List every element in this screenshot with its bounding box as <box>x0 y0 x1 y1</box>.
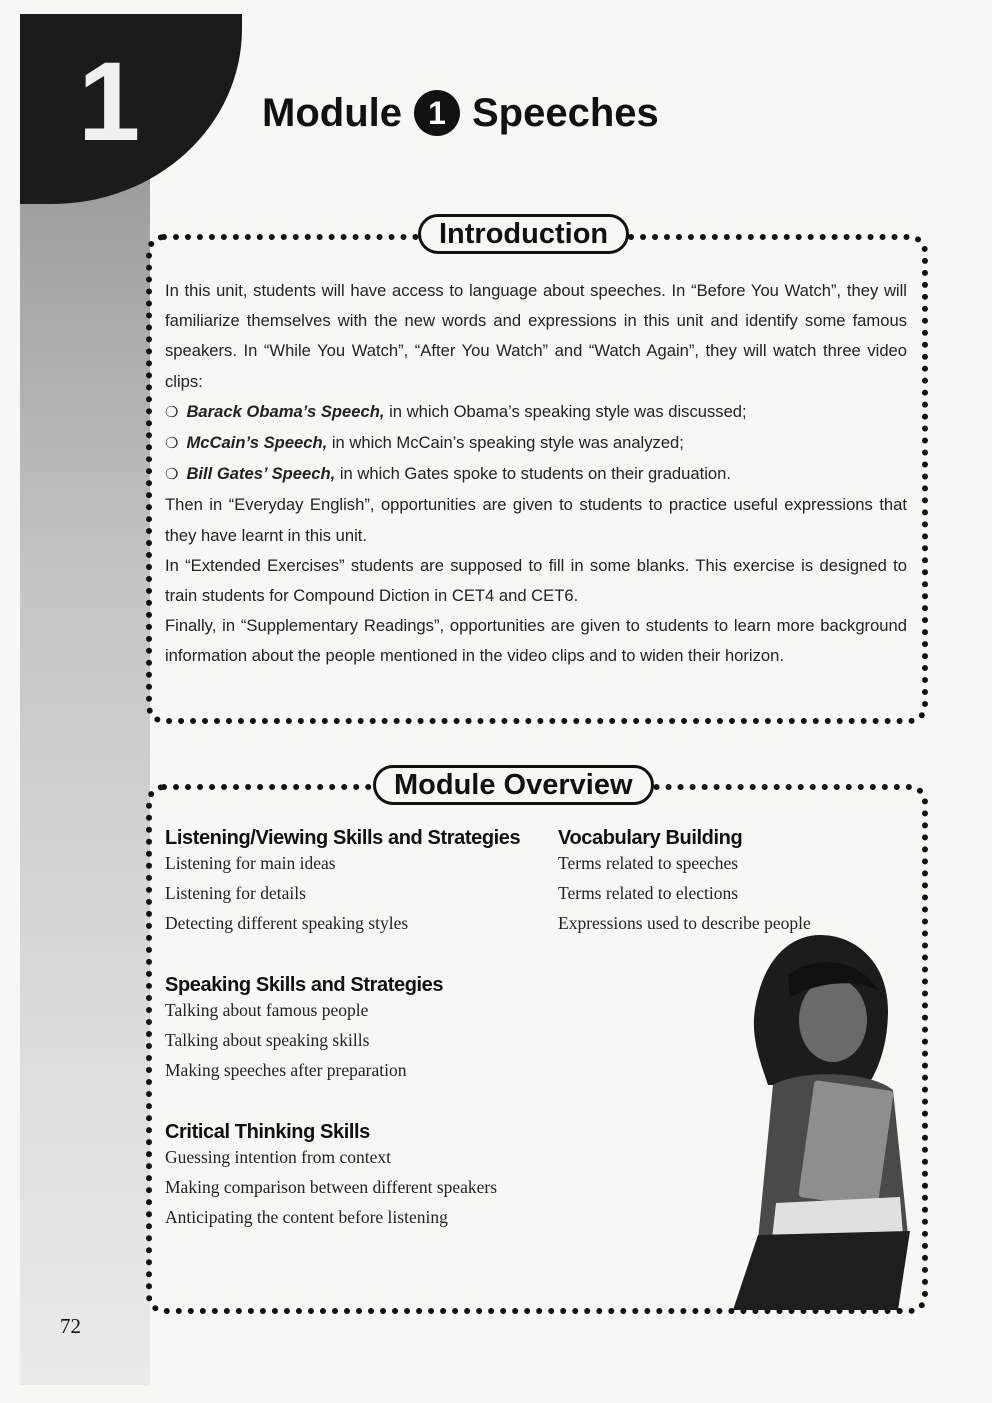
module-number-circle: 1 <box>414 90 460 136</box>
list-item: Making comparison between different speakers <box>165 1177 498 1197</box>
side-gradient-band <box>20 150 150 1385</box>
introduction-heading: Introduction <box>418 214 629 254</box>
module-overview-heading: Module Overview <box>373 765 654 805</box>
list-item: Expressions used to describe people <box>558 913 811 933</box>
vocabulary-building-heading: Vocabulary Building <box>558 827 743 849</box>
critical-thinking-list <box>165 1142 497 1232</box>
circle-bullet-icon: ❍ <box>165 466 179 484</box>
circle-bullet-icon: ❍ <box>165 435 179 453</box>
video-clip-item <box>165 459 907 490</box>
intro-paragraph: In this unit, students will have access to language about speeches. In “Before You Watch”, they will familiarize themselves with the new words and expressions in this unit and identify some famous speakers. In “While You Watch”, “After You Watch” and “Watch Again”, they will watch three video clips: <box>165 281 907 391</box>
unit-number: 1 <box>78 39 139 164</box>
list-item: Listening for details <box>165 883 306 903</box>
listening-skills-heading: Listening/Viewing Skills and Strategies <box>165 827 521 849</box>
list-item: Terms related to elections <box>558 883 739 903</box>
speaking-skills-heading: Speaking Skills and Strategies <box>165 974 444 996</box>
student-photo <box>728 935 918 1310</box>
video-clip-item <box>165 428 907 459</box>
intro-paragraph: Then in “Everyday English”, opportunities are given to students to practice useful expressions that they have learnt in this unit. <box>165 495 907 545</box>
intro-paragraph: Finally, in “Supplementary Readings”, opportunities are given to students to learn more background information about the people mentioned in the video clips and to widen their horizon. <box>165 616 907 666</box>
module-title-word: Module <box>262 90 402 135</box>
clip-description: in which Obama’s speaking style was discussed; <box>389 401 747 421</box>
video-clip-item <box>165 397 907 428</box>
list-item: Listening for main ideas <box>165 853 336 873</box>
clip-title: McCain’s Speech, <box>186 433 328 453</box>
introduction-body <box>165 276 907 672</box>
list-item: Guessing intention from context <box>165 1147 392 1167</box>
list-item: Terms related to speeches <box>558 853 739 873</box>
clip-description: in which McCain’s speaking style was analyzed; <box>331 433 684 453</box>
list-item: Talking about famous people <box>165 1000 369 1020</box>
module-title-topic: Speeches <box>471 90 659 135</box>
circle-bullet-icon: ❍ <box>165 403 179 421</box>
page-number: 72 <box>60 1314 81 1338</box>
clip-title: Barack Obama’s Speech, <box>186 401 385 421</box>
list-item: Talking about speaking skills <box>165 1030 370 1050</box>
speaking-skills-list <box>165 995 407 1085</box>
clip-title: Bill Gates’ Speech, <box>186 464 336 484</box>
listening-skills-list <box>165 848 408 938</box>
list-item: Detecting different speaking styles <box>165 913 409 933</box>
list-item: Making speeches after preparation <box>165 1060 407 1080</box>
intro-paragraph: In “Extended Exercises” students are supposed to fill in some blanks. This exercise is designed to train students for Compound Diction in CET4 and CET6. <box>165 555 907 606</box>
critical-thinking-heading: Critical Thinking Skills <box>165 1121 370 1143</box>
list-item: Anticipating the content before listening <box>165 1207 448 1227</box>
module-title <box>262 88 659 138</box>
vocabulary-building-list <box>558 848 811 938</box>
clip-description: in which Gates spoke to students on their graduation. <box>339 464 731 484</box>
